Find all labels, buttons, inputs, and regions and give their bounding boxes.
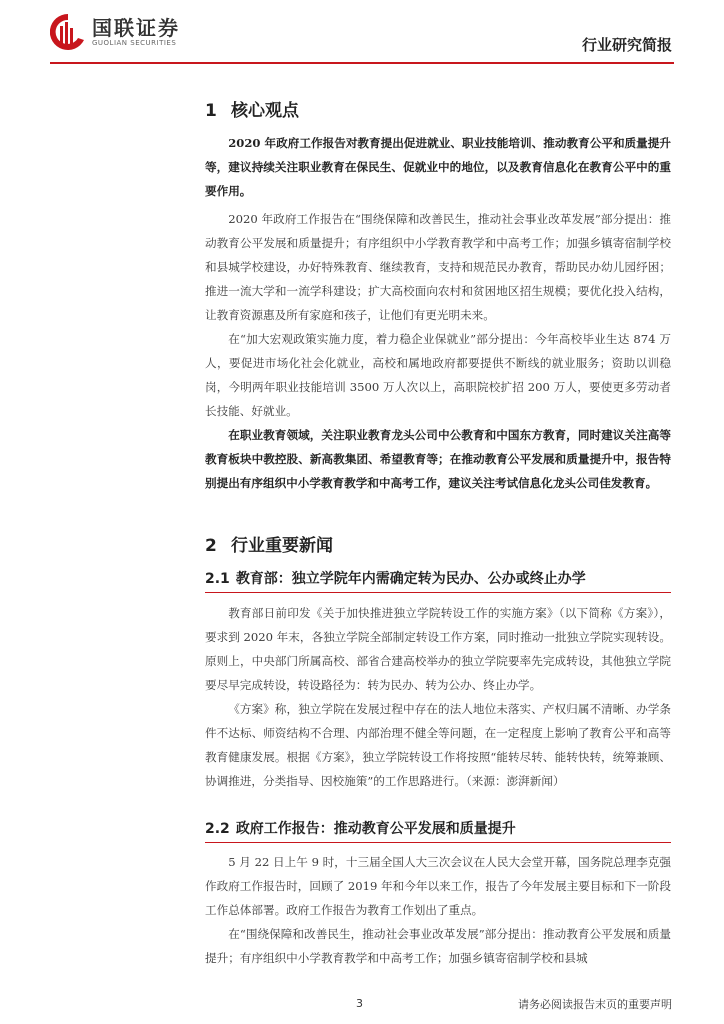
page-number: 3 — [356, 997, 363, 1010]
subsection-heading — [205, 818, 671, 843]
subsection-number: 2.1 — [205, 571, 230, 587]
body-paragraph: 2020 年政府工作报告在“围绕保障和改善民生，推动社会事业改革发展”部分提出：推动教育公平发展和质量提升；有序组织中小学教育教学和中高考工作；加强乡镇寄宿制学校和县城学校建设，办好特殊教育、继续教育，支持和规范民办教育，帮助民办幼儿园纾困；推进一流大学和一流学科建设；扩大高校面向农村和贫困地区招生规模；要优化投入结构，让教育资源惠及所有家庭和孩子，让他们有更光明未来。 — [205, 212, 671, 322]
logo-chinese-name: 国联证券 — [92, 15, 180, 40]
header-divider — [50, 62, 674, 64]
section-number: 2 — [205, 536, 217, 556]
section-number: 1 — [205, 101, 217, 121]
section-heading-core-views — [205, 96, 299, 121]
logo-english-name: GUOLIAN SECURITIES — [92, 38, 177, 47]
subsection-title: 政府工作报告：推动教育公平发展和质量提升 — [235, 821, 516, 837]
disclaimer-note: 请务必阅读报告末页的重要声明 — [518, 998, 672, 1011]
body-paragraph: 5 月 22 日上午 9 时，十三届全国人大三次会议在人民大会堂开幕，国务院总理李克强作政府工作报告时，回顾了 2019 年和今年以来工作，报告了今年发展主要目标和下一阶段工作总体部署。政府工作报告为教育工作划出了重点。 — [205, 855, 671, 917]
body-paragraph: 在“围绕保障和改善民生，推动社会事业改革发展”部分提出：推动教育公平发展和质量提升；有序组织中小学教育教学和中高考工作；加强乡镇寄宿制学校和县城 — [205, 927, 671, 965]
company-logo — [50, 12, 180, 52]
investment-advice-paragraph: 在职业教育领域，关注职业教育龙头公司中公教育和中国东方教育，同时建议关注高等教育板块中教控股、新高教集团、希望教育等；在推动教育公平发展和质量提升中，报告特别提出有序组织中小学教育教学和中高考工作，建议关注考试信息化龙头公司佳发教育。 — [205, 428, 671, 490]
logo-mark-icon — [50, 12, 86, 52]
subsection-heading — [205, 568, 671, 593]
body-paragraph: 教育部日前印发《关于加快推进独立学院转设工作的实施方案》（以下简称《方案》），要求到 2020 年末，各独立学院全部制定转设工作方案，同时推动一批独立学院实现转设。原则上，中央部门所属高校、部省合建高校举办的独立学院要率先完成转设，其他独立学院要尽早完成转设，转设路径为：转为民办、转为公办、终止办学。 — [205, 606, 671, 692]
body-paragraph: 《方案》称，独立学院在发展过程中存在的法人地位未落实、产权归属不清晰、办学条件不达标、师资结构不合理、内部治理不健全等问题，在一定程度上影响了教育公平和高等教育健康发展。根据《方案》，独立学院转设工作将按照“能转尽转、能转快转，统筹兼顾、协调推进，分类指导、因校施策”的工作思路进行。（来源：澎湃新闻） — [205, 702, 671, 788]
report-type-label: 行业研究简报 — [581, 36, 672, 54]
subsection-title: 教育部：独立学院年内需确定转为民办、公办或终止办学 — [235, 571, 586, 587]
subsection-number: 2.2 — [205, 821, 230, 837]
section-title: 核心观点 — [231, 101, 299, 121]
section-heading-industry-news — [205, 531, 333, 556]
body-paragraph: 在“加大宏观政策实施力度，着力稳企业保就业”部分提出：今年高校毕业生达 874 万人，要促进市场化社会化就业，高校和属地政府都要提供不断线的就业服务；资助以训稳岗，今明两年职业技能培训 3500 万人次以上，高职院校扩招 200 万人，要使更多劳动者长技能、好就业。 — [205, 332, 671, 418]
core-summary-paragraph: 2020 年政府工作报告对教育提出促进就业、职业技能培训、推动教育公平和质量提升等，建议持续关注职业教育在保民生、促就业中的地位，以及教育信息化在教育公平中的重要作用。 — [205, 136, 671, 198]
section-title: 行业重要新闻 — [231, 536, 333, 556]
page-header — [0, 0, 724, 66]
